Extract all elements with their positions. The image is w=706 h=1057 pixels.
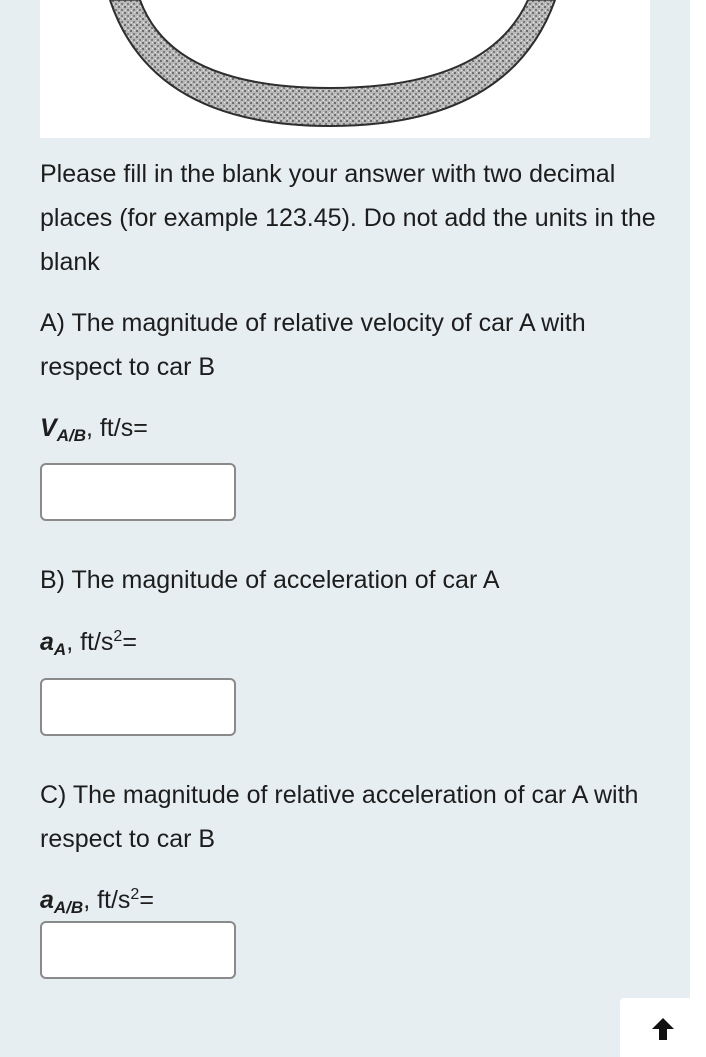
right-edge-strip: [690, 0, 706, 1057]
symbol-c-subscript: A/B: [53, 898, 84, 917]
road-illustration: [40, 0, 650, 138]
answer-b-input[interactable]: [40, 678, 236, 736]
symbol-a-letter: V: [40, 414, 57, 442]
symbol-c: [40, 886, 84, 917]
scroll-to-top-button[interactable]: [620, 998, 706, 1057]
unit-b-exponent: 2: [113, 628, 123, 645]
unit-c: , ft/s: [83, 886, 131, 914]
question-c-text: C) The magnitude of relative acceleration of car A with respect to car B: [40, 781, 639, 853]
answer-a-input[interactable]: [40, 463, 236, 521]
question-b-text: B) The magnitude of acceleration of car A: [40, 566, 500, 594]
answer-a-label: [40, 408, 148, 451]
instructions-text: Please fill in the blank your answer with two decimal places (for example 123.45). Do not add the units in the blank: [40, 160, 656, 276]
question-a-text: A) The magnitude of relative velocity of car A with respect to car B: [40, 309, 586, 381]
symbol-c-letter: a: [40, 886, 54, 914]
answer-b-label: [40, 622, 137, 665]
symbol-b-subscript: A: [53, 640, 67, 659]
unit-a: , ft/s: [85, 414, 134, 442]
equals-b: =: [122, 628, 137, 656]
unit-c-exponent: 2: [130, 886, 140, 903]
symbol-b-letter: a: [40, 628, 54, 656]
equals-c: =: [139, 886, 154, 914]
arrow-up-icon: [651, 1017, 675, 1041]
unit-b: , ft/s: [66, 628, 114, 656]
symbol-a: [40, 414, 86, 445]
answer-c-label: [40, 880, 154, 923]
curved-road-figure: [40, 0, 650, 138]
symbol-b: [40, 628, 67, 659]
equals-a: =: [133, 414, 148, 442]
symbol-a-subscript: A/B: [56, 426, 86, 445]
answer-c-input[interactable]: [40, 921, 236, 979]
